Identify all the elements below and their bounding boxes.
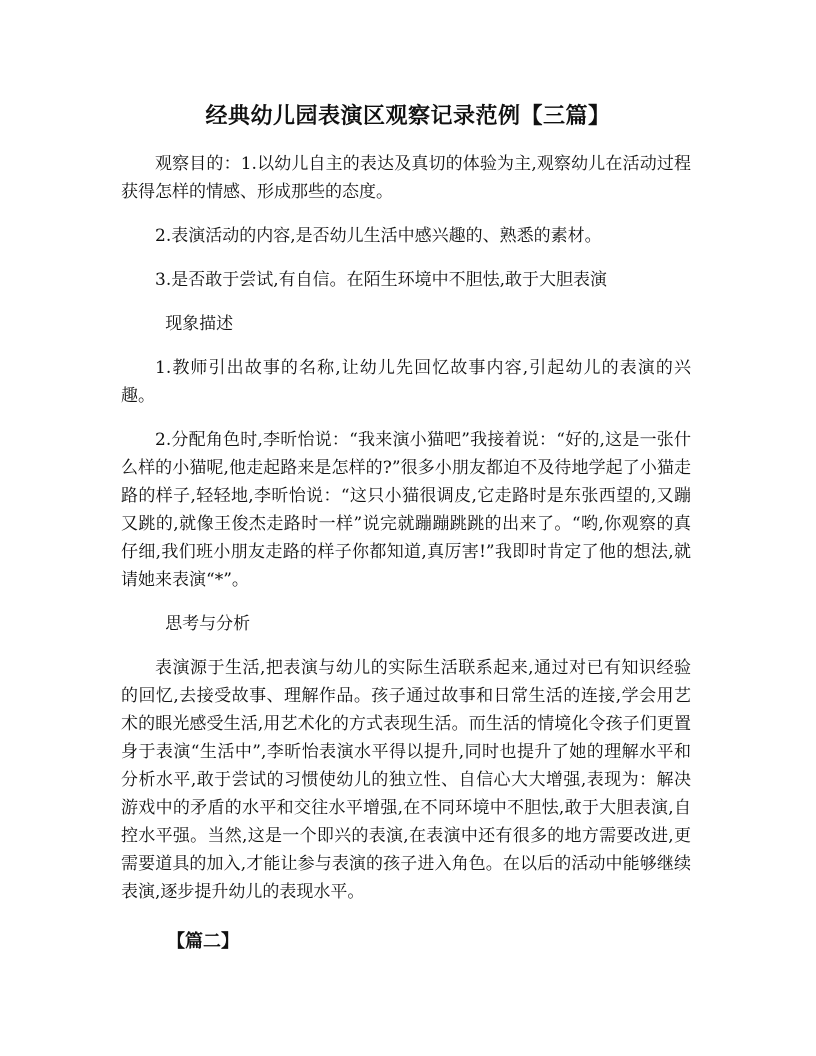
paragraph-phenomenon-1: 1.教师引出故事的名称,让幼儿先回忆故事内容,引起幼儿的表演的兴趣。 [121, 358, 691, 406]
heading-phenomenon: 现象描述 [165, 314, 234, 334]
paragraph-analysis: 表演源于生活,把表演与幼儿的实际生活联系起来,通过对已有知识经验的回忆,去接受故事、理解作品。孩子通过故事和日常生活的连接,学会用艺术的眼光感受生活,用艺术化的方式表现生活。而生活的情境化令孩子们更置身于表演“生活中”,李昕怡表演水平得以提升,同时也提升了她的理解水平和分析水平,敢于尝试的习惯使幼儿的独立性、自信心大大增强,表现为：解决游戏中的矛盾的水平和交往水平增强,在不同环境中不胆怯,敢于大胆表演,自控水平强。当然,这是一个即兴的表演,在表演中还有很多的地方需要改进,更需要道具的加入,才能让参与表演的孩子进入角色。在以后的活动中能够继续表演,逐步提升幼儿的表现水平。 [121, 658, 691, 902]
paragraph-purpose-3: 3.是否敢于尝试,有自信。在陌生环境中不胆怯,敢于大胆表演 [155, 270, 608, 290]
paragraph-purpose-1: 观察目的：1.以幼儿自主的表达及真切的体验为主,观察幼儿在活动过程获得怎样的情感、形成那些的态度。 [121, 154, 691, 202]
heading-analysis: 思考与分析 [165, 614, 251, 634]
document-body [121, 150, 691, 922]
section-label: 【篇二】 [167, 931, 239, 952]
document-title: 经典幼儿园表演区观察记录范例【三篇】 [205, 104, 611, 129]
paragraph-phenomenon-2: 2.分配角色时,李昕怡说：“我来演小猫吧”我接着说：“好的,这是一张什么样的小猫呢,他走起路来是怎样的?”很多小朋友都迫不及待地学起了小猫走路的样子,轻轻地,李昕怡说：“这只小猫很调皮,它走路时是东张西望的,又蹦又跳的,就像王俊杰走路时一样”说完就蹦蹦跳跳的出来了。“哟,你观察的真仔细,我们班小朋友走路的样子你都知道,真厉害!”我即时肯定了他的想法,就请她来表演“*”。 [121, 430, 691, 590]
paragraph-purpose-2: 2.表演活动的内容,是否幼儿生活中感兴趣的、熟悉的素材。 [155, 226, 602, 246]
